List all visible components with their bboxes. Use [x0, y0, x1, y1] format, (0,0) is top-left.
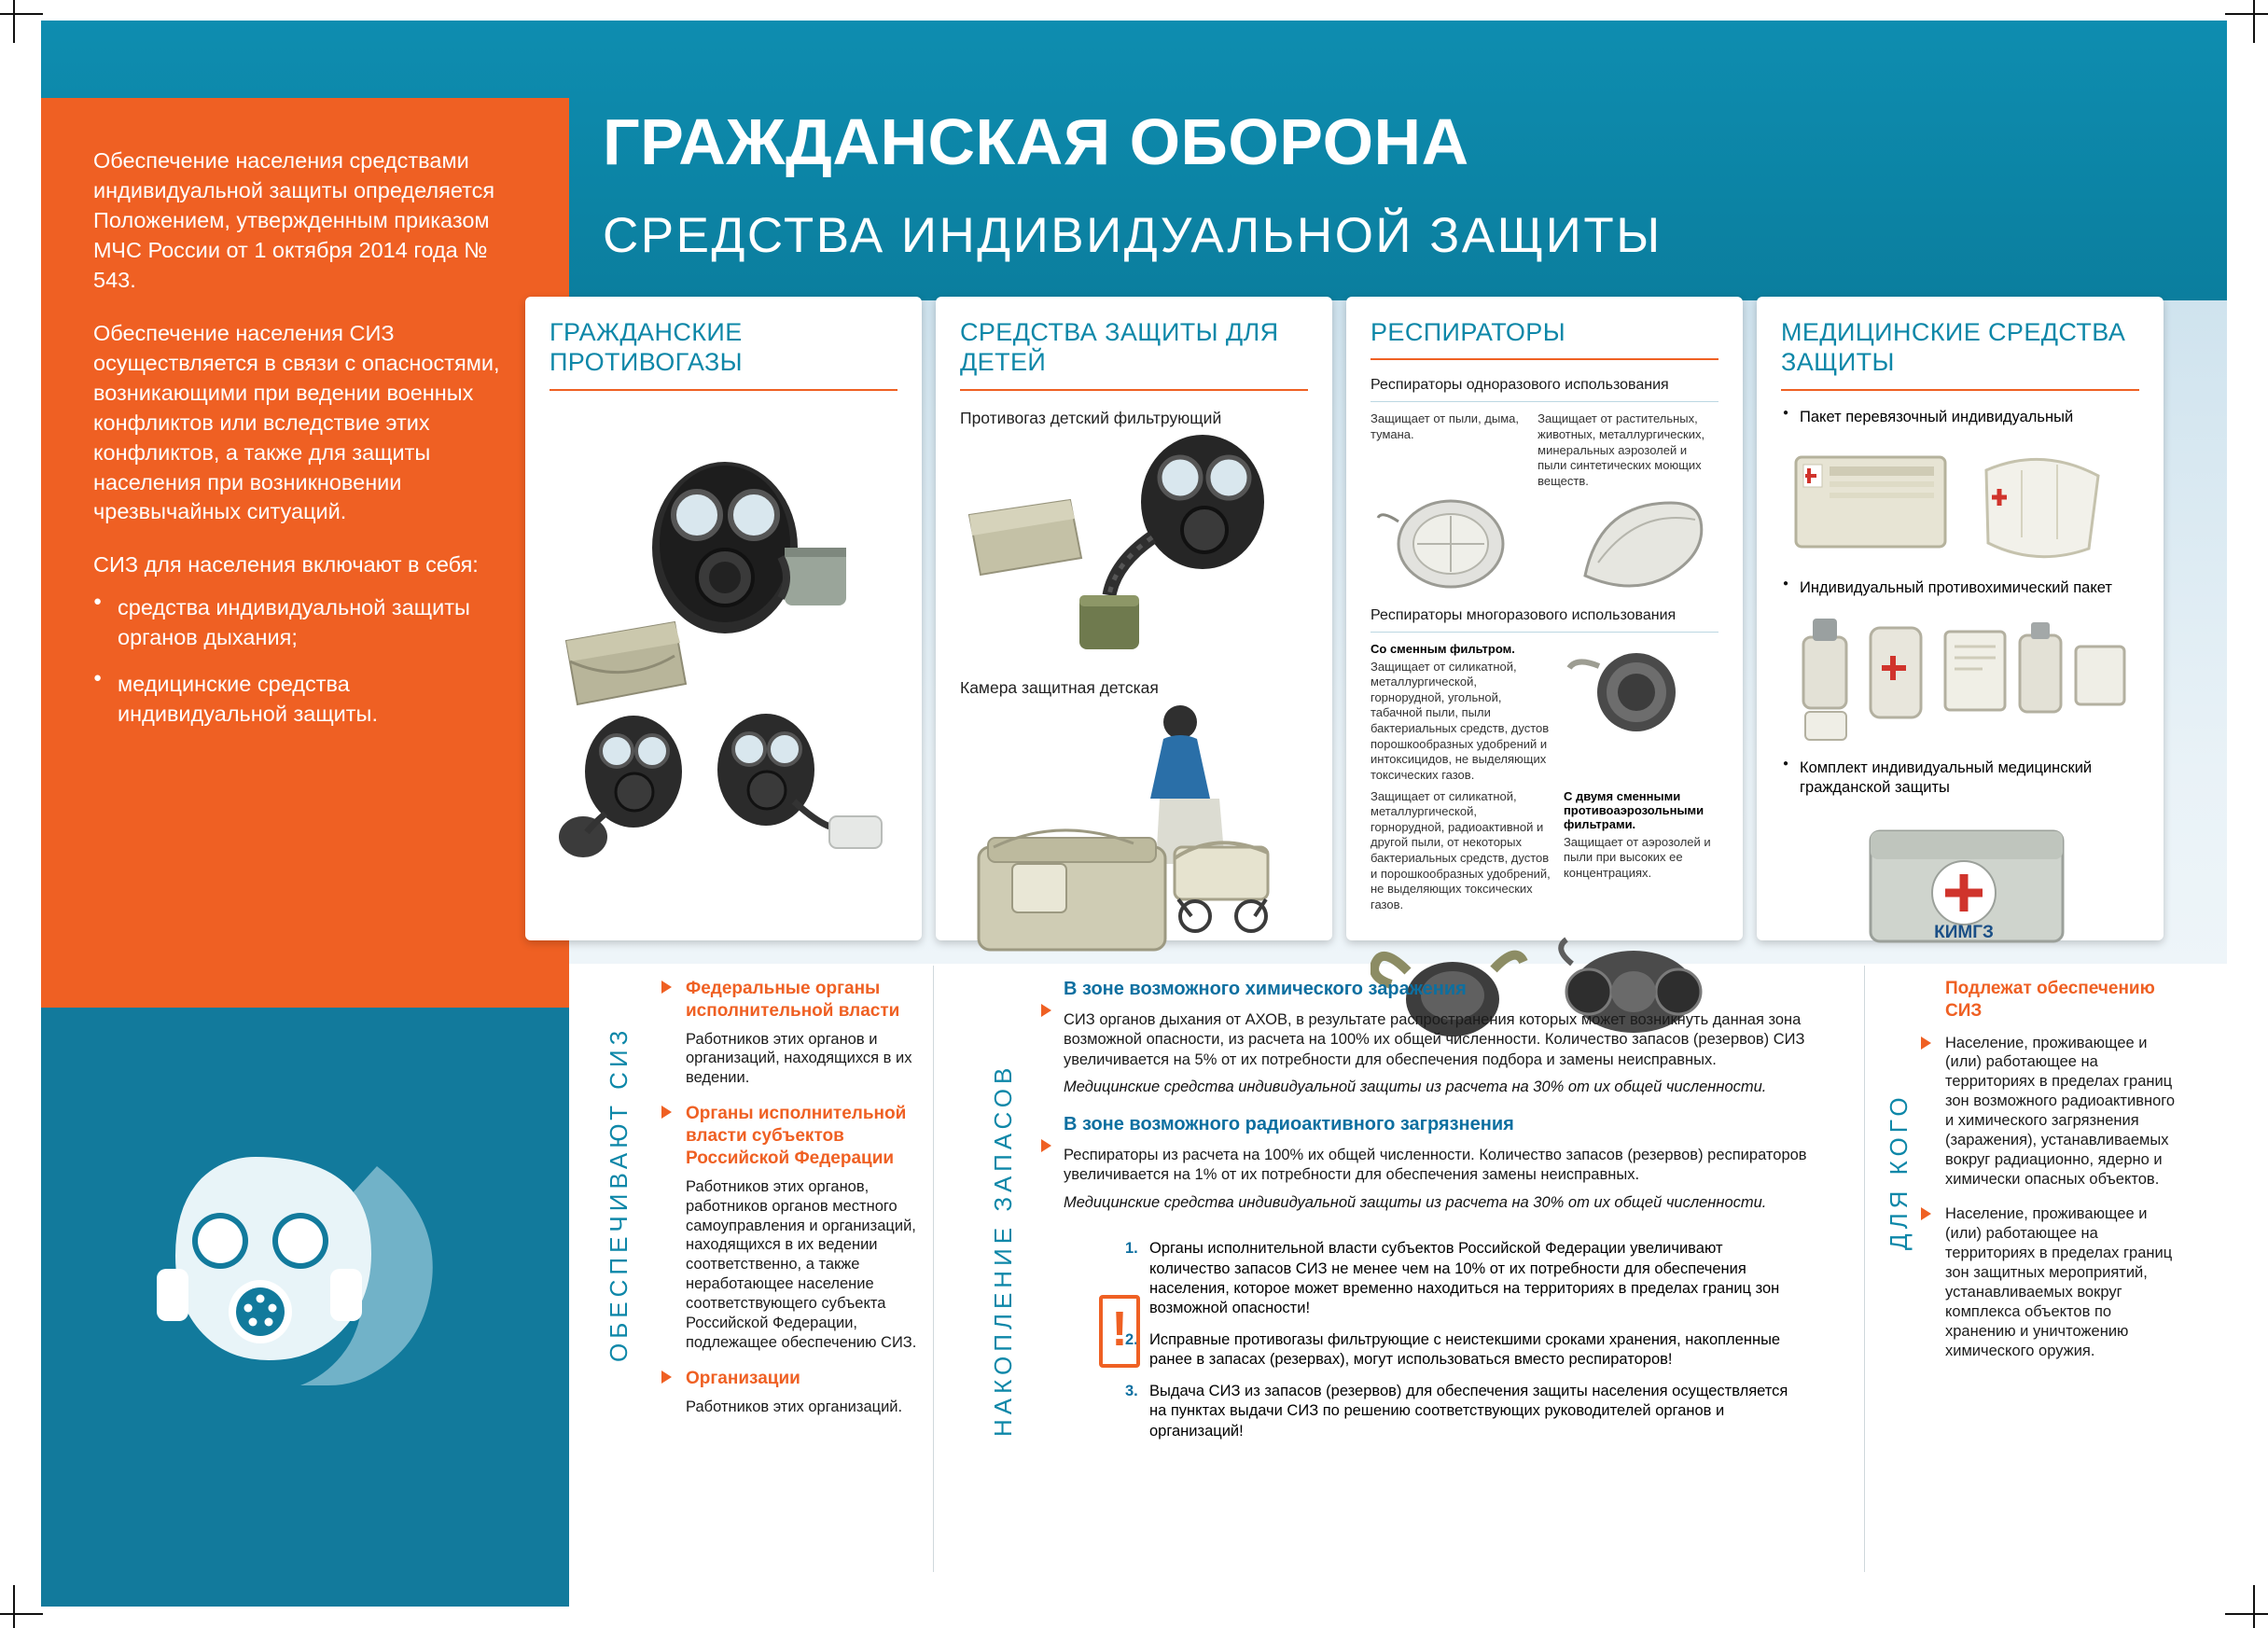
provider-item-organizations — [686, 1368, 924, 1417]
page-subtitle: СРЕДСТВА ИНДИВИДУАЛЬНОЙ ЗАЩИТЫ — [603, 208, 1663, 263]
gas-mask-icon — [144, 1129, 480, 1437]
card-respirators — [1346, 297, 1743, 940]
divider — [1371, 632, 1718, 633]
note-text: Выдача СИЗ из запасов (резервов) для обеспечения защиты населения осуществляется на пунктах выдачи СИЗ по решению соответствующих руководителей органов и организаций! — [1149, 1382, 1788, 1440]
gas-mask-illustration — [550, 408, 895, 930]
arrow-icon — [1921, 1207, 1931, 1220]
arrow-icon — [661, 1106, 672, 1119]
card-civil-gas-masks — [525, 297, 922, 940]
divider — [960, 389, 1308, 391]
caption-child-chamber: Камера защитная детская — [960, 677, 1159, 697]
stockpiling-notes — [1125, 1239, 1795, 1441]
bandage-package-illustration — [1781, 433, 2145, 573]
respirators-reusable-heading: Респираторы многоразового использования — [1371, 606, 1677, 623]
divider — [1781, 389, 2139, 391]
single-use-respirators-illustration — [1371, 490, 1716, 602]
target-heading: Подлежат обеспечению СИЗ — [1945, 979, 2155, 1021]
intro-paragraph-2: Обеспечение населения СИЗ осуществляется в связи с опасностями, возникающими при ведении военных конфликтов или вследствие этих конфликтов, а также для защиты населения при возникновении чрезвычайных ситуаций. — [93, 320, 500, 524]
target-item-1 — [1945, 1034, 2183, 1190]
medical-bullet-3: ● Комплект индивидуальный медицинский гражданской защиты — [1781, 758, 2139, 798]
radiation-zone-italic: Медицинские средства индивидуальной защиты из расчета на 30% от их общей численности. — [1064, 1193, 1767, 1211]
radiation-zone-text: Респираторы из расчета на 100% их общей численности. Количество запасов (резервов) респираторов увеличивается на 1% от их потребности для обеспечения замены неисправных. — [1064, 1146, 1807, 1184]
target-text: Население, проживающее и (или) работающее на территориях в пределах границ зон защитных мероприятий, устанавливаемых вокруг комплекса объектов по хранению и уничтожению химического оружия. — [1945, 1205, 2173, 1359]
medical-bullet-1: ● Пакет перевязочный индивидуальный — [1781, 408, 2139, 427]
radiation-zone-heading: В зоне возможного радиоактивного загрязнения — [1064, 1113, 1514, 1134]
card-title: РЕСПИРАТОРЫ — [1371, 318, 1566, 346]
provider-heading: Организации — [686, 1369, 800, 1389]
provider-item-federal — [686, 978, 924, 1088]
target-text: Население, проживающее и (или) работающее на территориях в пределах границ зон возможного радиоактивного и химического загрязнения (заражения), устанавливаемых вокруг радиационно, ядерно и химически опасных объектов. — [1945, 1034, 2176, 1189]
column-who-provides — [686, 978, 924, 1432]
respirators-single-use-heading: Респираторы одноразового использования — [1371, 377, 1669, 394]
divider — [550, 389, 897, 391]
chemical-zone-italic: Медицинские средства индивидуальной защиты из расчета на 30% от их общей численности. — [1064, 1078, 1767, 1096]
crop-mark — [2253, 0, 2255, 43]
divider — [1371, 358, 1718, 360]
respirator-sub1-title: Со сменным фильтром. — [1371, 641, 1515, 656]
note-text: Исправные противогазы фильтрующие с неистекшими сроками хранения, накопленные ранее в запасах (резервах), могут использоваться вместо респираторов! — [1149, 1330, 1781, 1369]
column-stockpiling — [1064, 978, 1810, 1453]
crop-mark — [13, 0, 15, 43]
provider-heading: Органы исполнительной власти субъектов Российской Федерации — [686, 1104, 907, 1168]
card-medical-protection — [1757, 297, 2164, 943]
divider — [933, 966, 934, 1572]
arrow-icon — [1041, 1004, 1051, 1017]
intro-panel — [41, 98, 569, 1008]
respirator-sub2-text: Защищает от силикатной, металлургической, горнорудной, радиоактивной и другой пыли, от некоторых бактериальных средств, дустов и порошкообразных удобрений, не выделяющих токсических газов. — [1371, 788, 1551, 911]
arrow-icon — [1041, 1139, 1051, 1152]
card-title: СРЕДСТВА ЗАЩИТЫ ДЛЯ ДЕТЕЙ — [960, 318, 1279, 377]
side-label-middle: НАКОПЛЕНИЕ ЗАПАСОВ — [989, 1063, 1017, 1437]
provider-text: Работников этих органов и организаций, находящихся в их ведении. — [686, 1030, 912, 1087]
caption-child-gas-mask: Противогаз детский фильтрующий — [960, 408, 1222, 427]
note-item: 3. Выдача СИЗ из запасов (резервов) для обеспечения защиты населения осуществляется на пунктах выдачи СИЗ по решению соответствующих руководителей органов и организаций! — [1125, 1382, 1788, 1440]
arrow-icon — [1921, 1037, 1931, 1050]
respirator-note-2: Защищает от растительных, животных, металлургических, минеральных аэрозолей и пыли синтетических моющих веществ. — [1538, 411, 1705, 488]
respirator-sub3-title: С двумя сменными противоаэрозольными фильтрами. — [1563, 788, 1704, 831]
note-item: 1. Органы исполнительной власти субъектов Российской Федерации увеличивают количество запасов СИЗ не менее чем на 10% от их потребности для обеспечения населения, которое может временно находиться на территориях в пределах границ зон возможной опасности! — [1125, 1240, 1780, 1317]
crop-mark — [2225, 1613, 2268, 1615]
crop-mark — [0, 13, 43, 15]
page-title: ГРАЖДАНСКАЯ ОБОРОНА — [603, 105, 1469, 178]
chemical-zone-heading: В зоне возможного химического заражения — [1064, 979, 1467, 999]
child-gas-mask-illustration — [960, 435, 1305, 668]
side-label-left: ОБЕСПЕЧИВАЮТ СИЗ — [605, 1025, 633, 1362]
intro-paragraph-1: Обеспечение населения средствами индивидуальной защиты определяется Положением, утвержденным приказом МЧС России от 1 октября 2014 года № 543. — [93, 148, 495, 292]
intro-bullet-2: ● медицинские средства индивидуальной защиты. — [93, 670, 521, 730]
antichemical-package-illustration — [1781, 604, 2145, 753]
arrow-icon — [661, 1371, 672, 1384]
arrow-icon — [661, 981, 672, 994]
target-item-2 — [1945, 1204, 2183, 1361]
svg-text:КИМГЗ: КИМГЗ — [1934, 923, 1994, 943]
kimgz-kit-illustration — [1781, 803, 2145, 962]
intro-bullets — [93, 593, 521, 730]
card-child-protection — [936, 297, 1332, 940]
intro-paragraph-3: СИЗ для населения включают в себя: — [93, 552, 479, 577]
card-title: ГРАЖДАНСКИЕ ПРОТИВОГАЗЫ — [550, 318, 743, 377]
respirator-note-1: Защищает от пыли, дыма, тумана. — [1371, 411, 1520, 442]
provider-item-regional — [686, 1103, 924, 1353]
provider-heading: Федеральные органы исполнительной власти — [686, 979, 900, 1021]
crop-mark — [2253, 1585, 2255, 1628]
divider — [1371, 401, 1718, 402]
provider-text: Работников этих организаций. — [686, 1398, 903, 1415]
radiation-zone-block — [1064, 1113, 1810, 1213]
child-chamber-illustration — [960, 698, 1305, 978]
reusable-respirator-filter-illustration — [1564, 642, 1704, 744]
intro-bullet-1: ● средства индивидуальной защиты органов дыхания; — [93, 593, 521, 653]
provider-text: Работников этих органов, работников органов местного самоуправления и организаций, находящихся в их ведении соответственно, а также неработающее население соответствующего субъекта Российской Федерации, подлежащее обеспечению СИЗ. — [686, 1177, 917, 1352]
chemical-zone-text: СИЗ органов дыхания от АХОВ, в результате распространения которых может возникнуть данная зона возможной опасности, из расчета на 100% их общей численности. Количество запасов (резервов) СИЗ увеличивается на 5% от их потребности для обеспечения подбора и замены неисправных. — [1064, 1011, 1805, 1068]
chemical-zone-block — [1064, 978, 1810, 1098]
side-label-right: ДЛЯ КОГО — [1885, 1092, 1913, 1250]
note-text: Органы исполнительной власти субъектов Российской Федерации увеличивают количество запасов СИЗ не менее чем на 10% от их потребности для обеспечения населения, которое может временно находиться на территориях в пределах границ зон возможной опасности! — [1149, 1240, 1780, 1317]
exclamation-icon: ! — [1099, 1295, 1140, 1368]
crop-mark — [2225, 13, 2268, 15]
column-target-groups — [1945, 978, 2183, 1376]
gas-mask-graphic-block — [41, 1008, 569, 1607]
crop-mark — [13, 1585, 15, 1628]
card-title: МЕДИЦИНСКИЕ СРЕДСТВА ЗАЩИТЫ — [1781, 318, 2126, 377]
medical-bullet-2: ● Индивидуальный противохимический пакет — [1781, 578, 2139, 598]
respirator-sub3-text: Защищает от аэрозолей и пыли при высоких ее концентрациях. — [1563, 834, 1711, 880]
respirator-sub1-text: Защищает от силикатной, металлургической, горнорудной, угольной, табачной пыли, пыли бактериальных средств, дустов порошкообразных удобрений и интоксицидов, не выделяющих токсических газов. — [1371, 659, 1550, 782]
divider — [1864, 966, 1865, 1572]
note-item: 2. Исправные противогазы фильтрующие с неистекшими сроками хранения, накопленные ранее в запасах (резервах), могут использоваться вместо респираторов! — [1125, 1330, 1781, 1369]
crop-mark — [0, 1613, 43, 1615]
